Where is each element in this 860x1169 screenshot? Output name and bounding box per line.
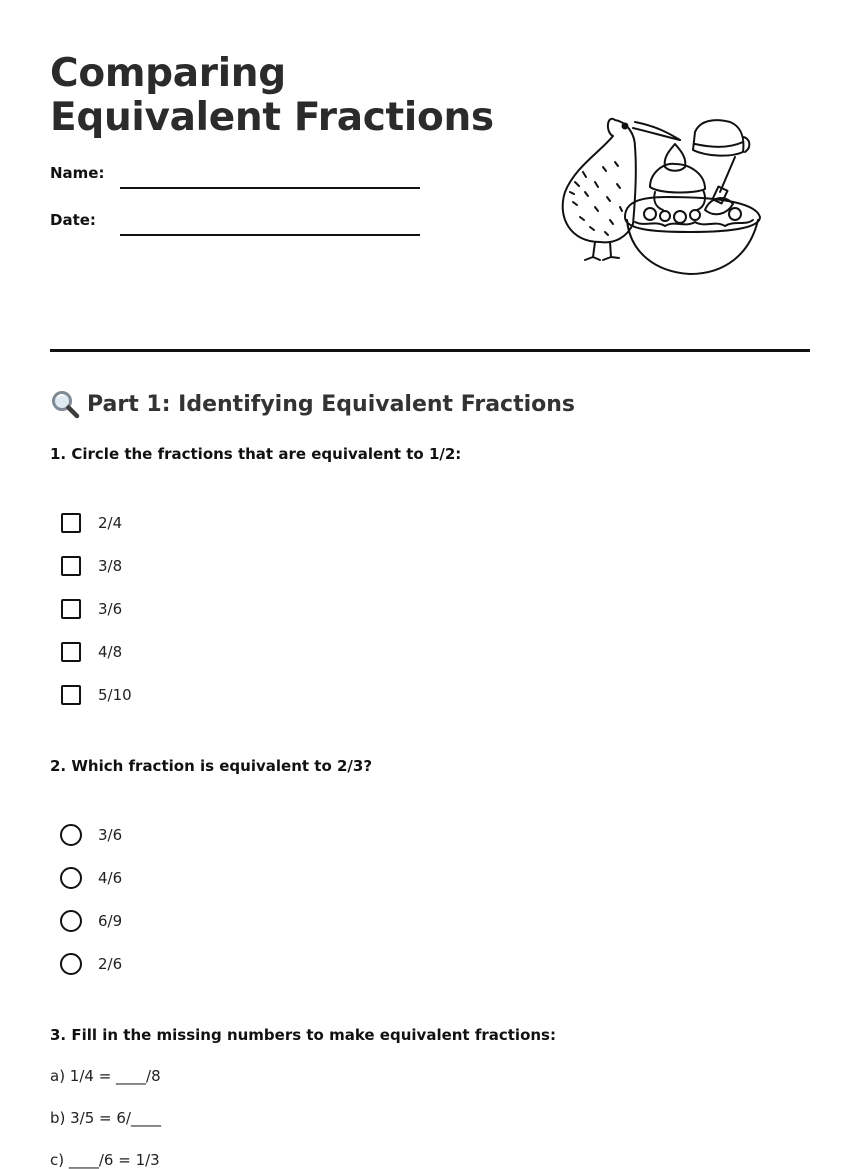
q2-option[interactable] [60,823,122,847]
question-2-prompt: 2. Which fraction is equivalent to 2/3? [50,757,373,775]
q2-option[interactable] [60,909,122,933]
option-label: 2/6 [98,955,123,973]
option-label: 3/6 [98,600,123,618]
q1-option[interactable] [60,511,122,535]
date-field [50,211,430,235]
option-label: 4/8 [98,643,123,661]
checkbox[interactable] [61,642,81,662]
fill-in-item[interactable]: c) ____/6 = 1/3 [50,1151,160,1169]
name-blank-line[interactable] [120,187,420,189]
q1-option[interactable] [60,640,122,664]
q1-option[interactable] [60,597,122,621]
kiwi-bird-with-dessert-illustration [555,92,780,287]
name-label: Name: [50,164,105,182]
name-field [50,164,430,188]
question-3-prompt: 3. Fill in the missing numbers to make equivalent fractions: [50,1026,556,1044]
option-label: 5/10 [98,686,132,704]
fill-in-item[interactable]: a) 1/4 = ____/8 [50,1067,161,1085]
checkbox[interactable] [61,599,81,619]
q1-option[interactable] [60,554,122,578]
option-label: 4/6 [98,869,123,887]
section-title-text: Part 1: Identifying Equivalent Fractions [87,391,576,417]
section-divider [50,349,810,352]
option-label: 2/4 [98,514,123,532]
fill-in-item[interactable]: b) 3/5 = 6/____ [50,1109,161,1127]
option-label: 3/6 [98,826,123,844]
option-label: 6/9 [98,912,123,930]
radio-button[interactable] [60,824,82,846]
page-title: Comparing Equivalent Fractions [50,51,494,140]
date-blank-line[interactable] [120,234,420,236]
radio-button[interactable] [60,953,82,975]
radio-button[interactable] [60,910,82,932]
checkbox[interactable] [61,556,81,576]
date-label: Date: [50,211,96,229]
q1-option[interactable] [60,683,132,707]
magnifying-glass-icon [50,389,80,419]
option-label: 3/8 [98,557,123,575]
section-title [50,389,575,419]
question-1-prompt: 1. Circle the fractions that are equivalent to 1/2: [50,445,462,463]
q2-option[interactable] [60,866,122,890]
q2-option[interactable] [60,952,122,976]
radio-button[interactable] [60,867,82,889]
checkbox[interactable] [61,685,81,705]
checkbox[interactable] [61,513,81,533]
